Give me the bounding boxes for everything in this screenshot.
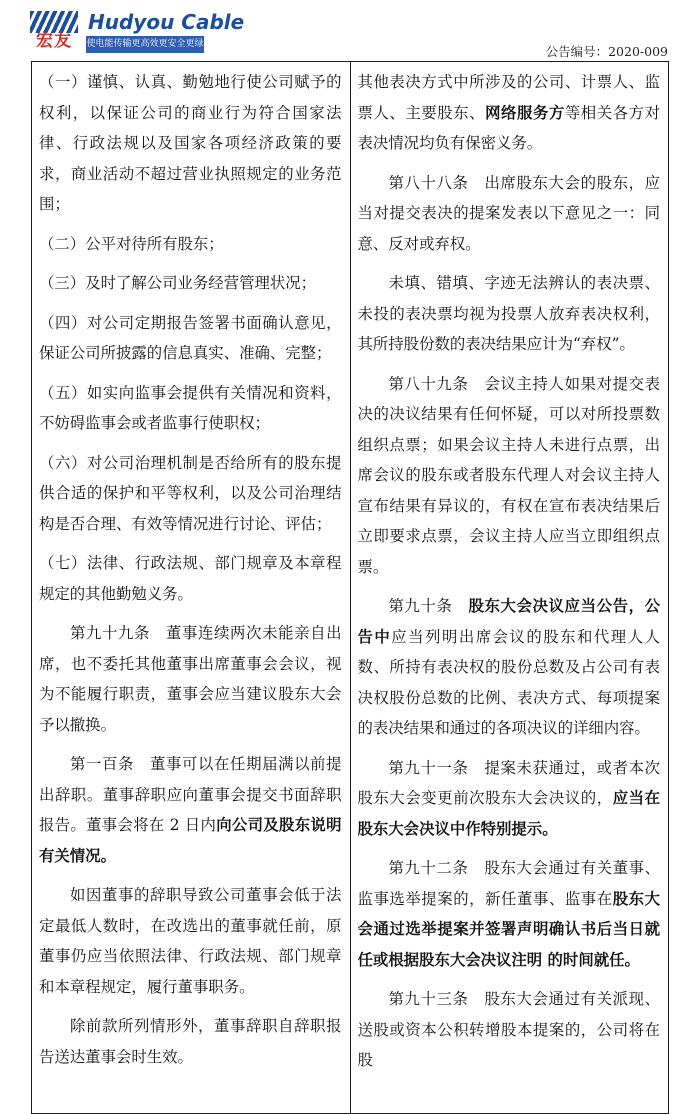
paragraph [39,448,342,540]
text-run: 等相关各方对表决情况均负有保密义务。 [357,103,660,152]
text-run: （二）公平对待所有股东； [39,234,224,253]
text-run: （六）对公司治理机制是否给所有的股东提供合适的保护和平等权利，以及公司治理结构是否合理、有效等情况进行讨论、评估； [39,453,342,533]
paragraph [358,853,661,975]
text-run: 第九十一条 提案未获通过，或者本次股东大会变更前次股东大会决议的， [357,758,660,807]
paragraph [358,984,661,1076]
paragraph [39,229,342,260]
table-row [32,62,669,1114]
page-header [0,0,700,66]
bold-text-run: 应当在股东大会决议中作特别提示。 [357,789,660,838]
paragraph [358,168,661,260]
text-run: 如因董事的辞职导致公司董事会低于法定最低人数时，在改选出的董事就任前，原董事仍应当依照法律、行政法规、部门规章和本章程规定，履行董事职务。 [39,886,342,996]
comparison-table [31,61,669,1114]
company-logo [30,11,78,51]
paragraph [358,753,661,845]
right-column-cell [350,62,669,1114]
paragraph [358,67,661,159]
text-run: 第九十九条 董事连续两次未能亲自出席，也不委托其他董事出席董事会会议，视为不能履行职责，董事会应当建议股东大会予以撤换。 [39,624,342,734]
text-run: （四）对公司定期报告签署书面确认意见，保证公司所披露的信息真实、准确、完整； [39,313,342,362]
text-run: 第九十三条 股东大会通过有关派现、送股或资本公积转增股本提案的，公司将在股 [357,990,660,1069]
bold-text-run: 股东大会通过选举提案并签署声明确认书后当日就任或根据股东大会决议注明 的时间就任。 [357,889,660,969]
paragraph [358,268,661,360]
text-run: （三）及时了解公司业务经营管理状况； [39,274,317,292]
paragraph [39,618,342,740]
announcement-number: 公告编号：2020-009 [545,44,668,59]
paragraph [39,308,342,369]
text-run: 第八十九条 会议主持人如果对提交表决的决议结果有任何怀疑，可以对所投票数组织点票；如果会议主持人未进行点票，出席会议的股东或者股东代理人对会议主持人宣布结果有异议的，有权在宣布表决结果后立即要求点票，会议主持人应当立即组织点票。 [357,374,660,576]
text-run: （七）法律、行政法规、部门规章及本章程规定的其他勤勉义务。 [39,554,342,603]
paragraph [358,591,661,744]
logo-slogan: 使电能传输更高效更安全更绿色 [86,36,204,53]
text-run: 除前款所列情形外，董事辞职自辞职报告送达董事会时生效。 [39,1017,342,1066]
logo-chinese-name: 宏友 [36,31,72,51]
paragraph [39,67,342,220]
paragraph [39,749,342,871]
paragraph [358,369,661,583]
text-run: （五）如实向监事会提供有关情况和资料，不妨碍监事会或者监事行使职权； [39,383,342,432]
logo-stripes-icon [30,11,78,33]
text-run: 其他表决方式中所涉及的公司、计票人、监票人、主要股东、 [357,73,660,122]
paragraph [39,548,342,609]
text-run: 应当列明出席会议的股东和代理人人数、所持有表决权的股份总数及占公司有表决权股份总数的比例、表决方式、每项提案的表决结果和通过的各项决议的详细内容。 [357,627,660,737]
text-run: 第九十二条 股东大会通过有关董事、监事选举提案的，新任董事、监事在 [357,859,660,908]
text-run: 未填、错填、字迹无法辨认的表决票、未投的表决票均视为投票人放弃表决权利，其所持股份数的表决结果应计为“弃权”。 [357,274,660,353]
text-run: （一）谨慎、认真、勤勉地行使公司赋予的权利，以保证公司的商业行为符合国家法律、行政法规以及国家各项经济政策的要求，商业活动不超过营业执照规定的业务范围； [39,73,342,213]
paragraph [39,880,342,1002]
bold-text-run: 网络服务方 [485,103,565,122]
text-run: 第九十条 [388,597,469,615]
paragraph [39,268,342,299]
paragraph [39,1011,342,1072]
logo-english-name: Hudyou Cable [88,10,245,34]
bold-text-run: 股东大会决议应当公告，公告中 [357,597,660,646]
left-column-cell [32,62,351,1114]
text-run: 第八十八条 出席股东大会的股东，应当对提交表决的提案发表以下意见之一：同意、反对或弃权。 [357,173,660,253]
bold-text-run: 向公司及股东说明有关情况。 [39,816,342,865]
paragraph [39,378,342,439]
right-column [358,67,661,1113]
left-column [39,67,342,1113]
text-run: 第一百条 董事可以在任期届满以前提出辞职。董事辞职应向董事会提交书面辞职报告。董事会将在 2 日内 [39,755,342,834]
